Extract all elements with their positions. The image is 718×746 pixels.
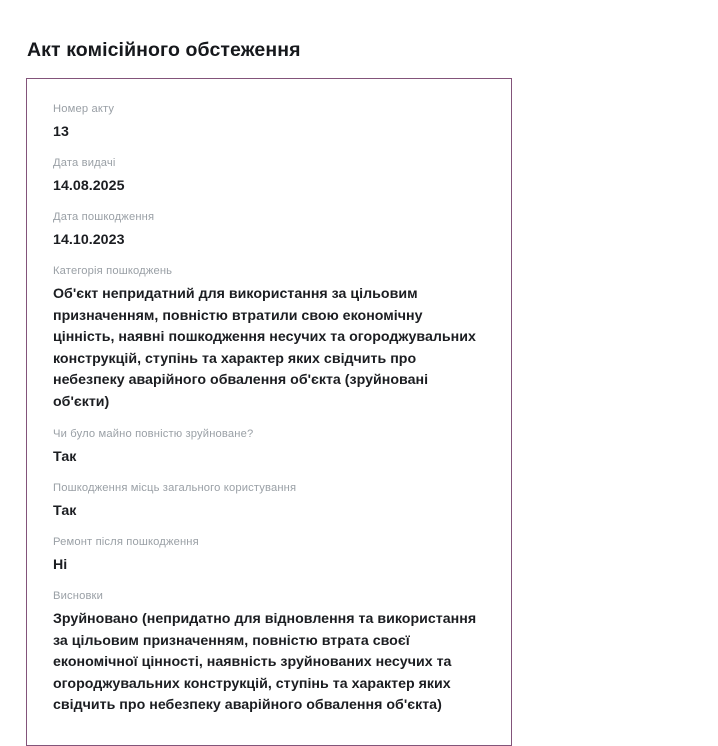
act-field-label: Висновки xyxy=(53,590,103,602)
act-field xyxy=(53,263,485,413)
act-field-label: Категорія пошкоджень xyxy=(53,265,173,277)
act-field-value: Об'єкт непридатний для використання за цільовим призначенням, повністю втратили свою економічну цінність, наявні пошкодження несучих та огороджувальних конструкцій, ступінь та характер яких свідчить про небезпеку аварійного обвалення об'єкта (зруйновані об'єкти) xyxy=(53,286,476,410)
act-field-value: 14.08.2025 xyxy=(53,178,125,194)
act-field-label: Дата пошкодження xyxy=(53,211,155,223)
act-field-label: Дата видачі xyxy=(53,157,116,169)
act-field-value: Ні xyxy=(53,557,68,573)
act-field-label: Пошкодження місць загального користування xyxy=(53,482,297,494)
act-field-value: Зруйновано (непридатно для відновлення та використання за цільовим призначенням, повністю втрата своєї економічної цінності, наявність зруйнованих несучих та огороджувальних конструкцій, ступінь та характер яких свідчить про небезпеку аварійного обвалення об'єкта) xyxy=(53,611,477,713)
page-title: Акт комісійного обстеження xyxy=(27,39,301,62)
act-field-value: 14.10.2023 xyxy=(53,232,125,248)
act-fields-list xyxy=(53,101,485,717)
act-field-label: Номер акту xyxy=(53,103,115,115)
act-field-label: Ремонт після пошкодження xyxy=(53,536,199,548)
act-field xyxy=(53,155,485,196)
act-field xyxy=(53,101,485,142)
act-field xyxy=(53,209,485,250)
act-field xyxy=(53,534,485,575)
act-field xyxy=(53,588,485,717)
act-field-value: Так xyxy=(53,449,77,465)
act-field xyxy=(53,426,485,467)
act-details-card xyxy=(26,78,512,746)
act-field xyxy=(53,480,485,521)
act-field-label: Чи було майно повністю зруйноване? xyxy=(53,428,254,440)
act-field-value: 13 xyxy=(53,124,69,140)
act-field-value: Так xyxy=(53,503,77,519)
